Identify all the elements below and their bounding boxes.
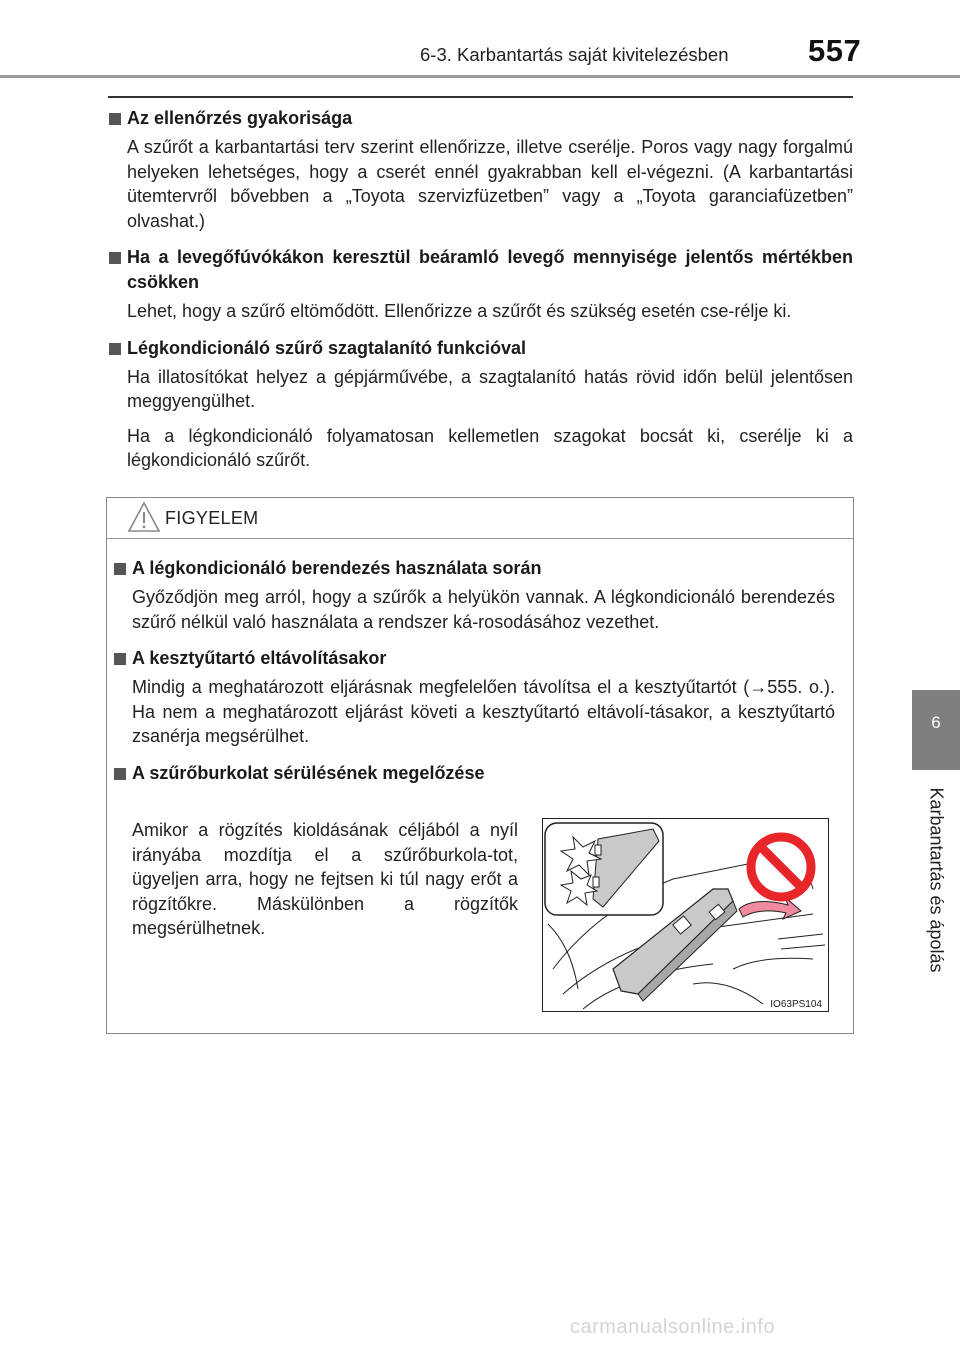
warning-item-heading-text: A szűrőburkolat sérülésének megelőzése — [132, 762, 485, 783]
section-heading-text: Ha a levegőfúvókákon keresztül beáramló levegő mennyisége jelentős mértékben csökken — [127, 247, 853, 292]
warning-item-paragraph: Mindig a meghatározott eljárásnak megfelelően távolítsa el a kesztyűtartót (→555. o.). Ha nem a meghatározott eljárást követi a kesztyűtartó eltávolí-tásakor, a kesztyűtartó zsanérja megsérülhet. — [132, 677, 835, 746]
filter-cover-illustration — [542, 818, 829, 1012]
warning-item-heading — [113, 556, 835, 581]
square-bullet-icon — [114, 563, 126, 575]
filter-cover-drawing — [543, 819, 828, 1011]
section-heading-text: Légkondicionáló szűrő szagtalanító funkcióval — [127, 337, 527, 358]
warning-body — [113, 556, 835, 798]
chapter-tab-number: 6 — [931, 713, 941, 732]
section-paragraph: Lehet, hogy a szűrő eltömődött. Ellenőrizze a szűrőt és szükség esetén cse-rélje ki. — [127, 301, 792, 321]
section-deodorizing — [108, 336, 853, 473]
square-bullet-icon — [114, 653, 126, 665]
section-frequency — [108, 106, 853, 233]
section-paragraph: A szűrőt a karbantartási terv szerint ellenőrizze, illetve cserélje. Poros vagy nagy forgalmú helyeken lehetséges, hogy a cserét ennél gyakrabban kell el-végezni. (A karbantartási ütemtervről bővebben a „Toyota szervizfüzetben” vagy a „Toyota garanciafüzetben” olvashat.) — [127, 137, 853, 231]
warning-triangle-icon — [127, 501, 161, 533]
square-bullet-icon — [109, 113, 121, 125]
warning-item — [113, 556, 835, 634]
section-rule — [108, 96, 853, 98]
square-bullet-icon — [109, 343, 121, 355]
running-header: 6-3. Karbantartás saját kivitelezésben — [420, 44, 729, 65]
warning-item-heading-text: A légkondicionáló berendezés használata során — [132, 558, 542, 578]
square-bullet-icon — [114, 768, 126, 780]
footer-watermark: carmanualsonline.info — [570, 1316, 776, 1338]
warning-item — [113, 761, 835, 786]
square-bullet-icon — [109, 252, 121, 264]
warning-item-heading-text: A kesztyűtartó eltávolításakor — [132, 648, 387, 668]
chapter-side-label-text: Karbantartás és ápolás — [926, 787, 947, 973]
header-rule — [0, 75, 960, 78]
warning-item-heading — [113, 646, 835, 671]
section-paragraph: Ha a légkondicionáló folyamatosan kellemetlen szagokat bocsát ki, cserélje ki a légkondicionáló szűrőt. — [127, 425, 853, 470]
filter-cover-instruction: Amikor a rögzítés kioldásának céljából a nyíl irányába mozdítja el a szűrőburkola-tot, ügyeljen arra, hogy ne fejtsen ki túl nagy erőt a rögzítőkre. Máskülönben a rögzítők megsérülhetnek. — [132, 820, 518, 938]
warning-item-paragraph: Győződjön meg arról, hogy a szűrők a helyükön vannak. A légkondicionáló berendezés szűrő nélkül való használata a rendszer ká-rosodásához vezethet. — [132, 587, 835, 632]
warning-item-heading — [113, 761, 835, 786]
main-content — [108, 106, 853, 485]
warning-item — [113, 646, 835, 749]
section-heading — [108, 336, 853, 361]
section-heading-text: Az ellenőrzés gyakorisága — [127, 108, 353, 128]
warning-title: FIGYELEM — [165, 508, 259, 528]
illustration-code: IO63PS104 — [770, 999, 822, 1010]
warning-header — [107, 498, 853, 539]
section-paragraph: Ha illatosítókat helyez a gépjárművébe, a szagtalanító hatás rövid időn belül jelentősen meggyengülhet. — [127, 366, 853, 411]
page-number: 557 — [808, 33, 862, 68]
section-airflow — [108, 245, 853, 324]
section-heading — [108, 106, 853, 131]
section-heading — [108, 245, 853, 295]
